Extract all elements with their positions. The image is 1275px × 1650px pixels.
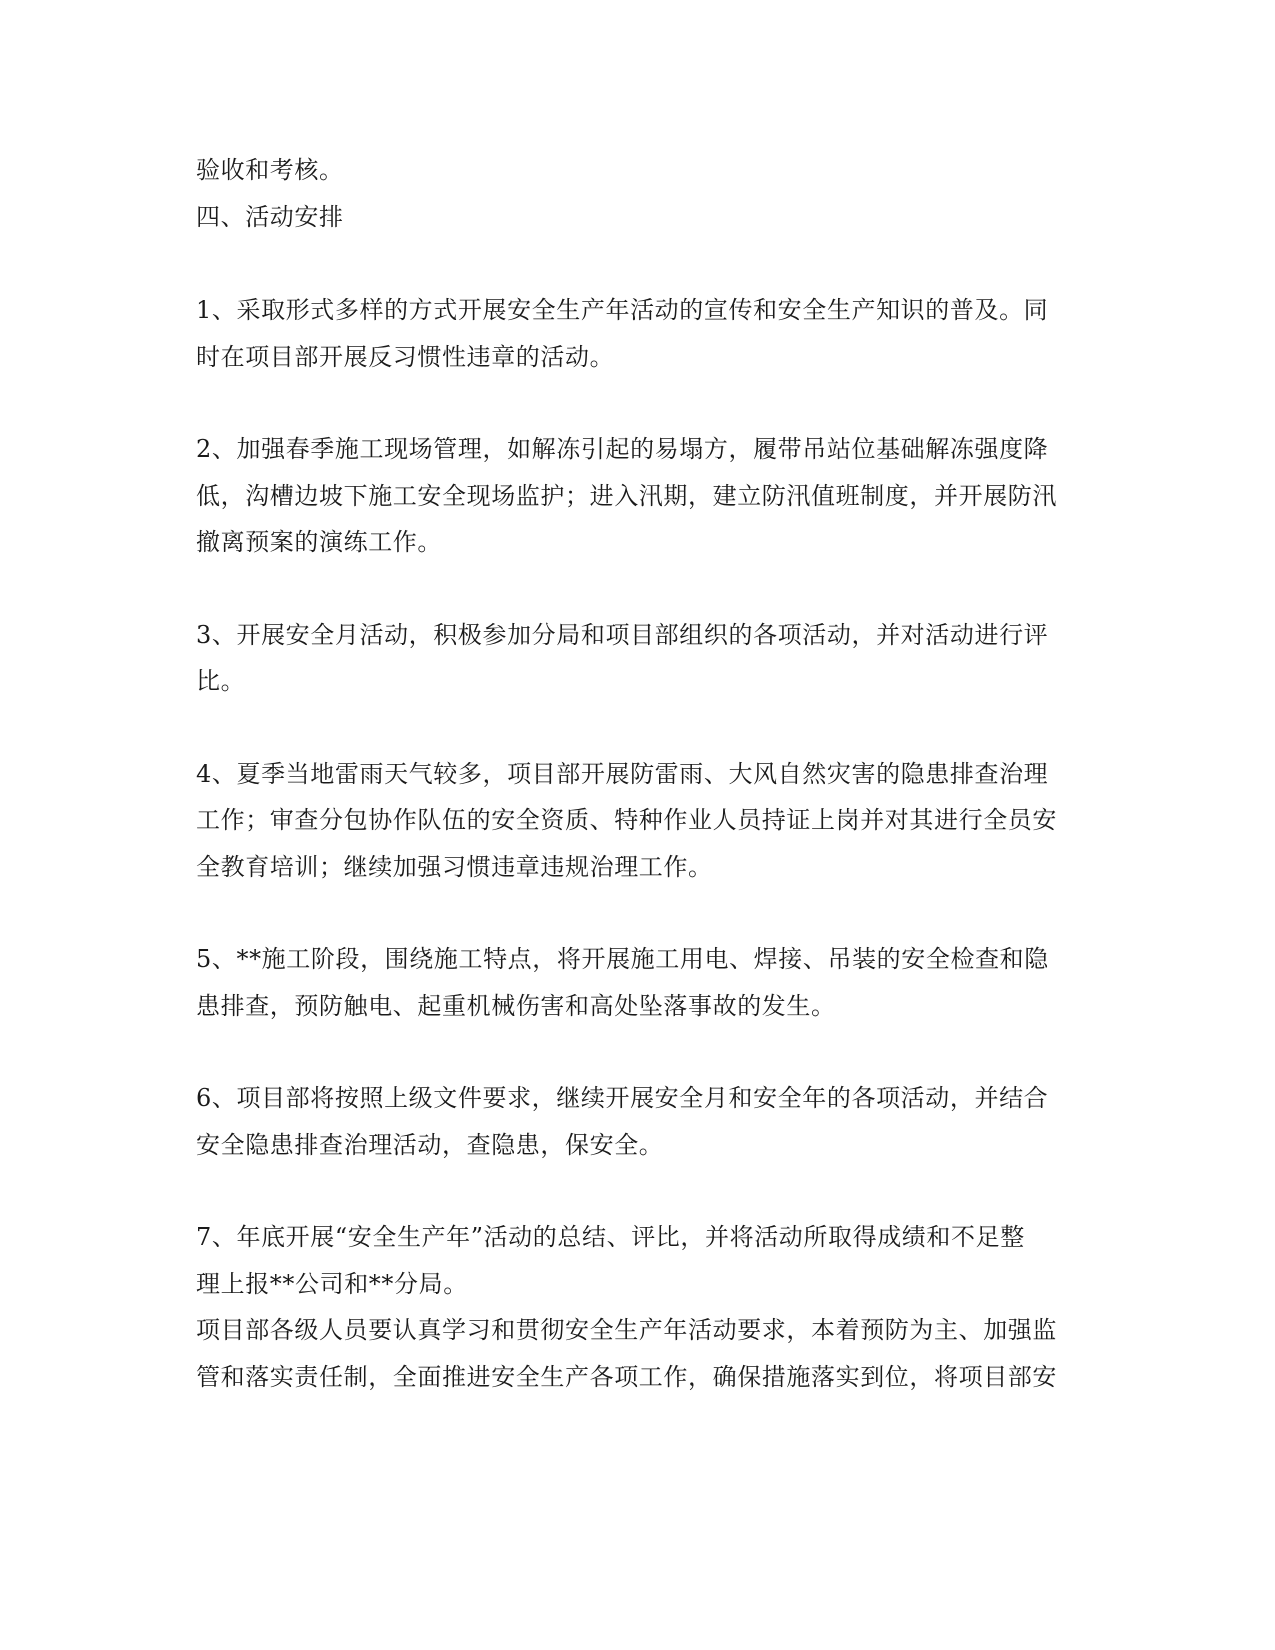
text-line: 4、夏季当地雷雨天气较多，项目部开展防雷雨、大风自然灾害的隐患排查治理 xyxy=(196,760,1049,788)
text-line: 验收和考核。 xyxy=(196,156,344,184)
text-line: 撤离预案的演练工作。 xyxy=(196,528,442,556)
text-line: 5、**施工阶段，围绕施工特点，将开展施工用电、焊接、吊装的安全检查和隐 xyxy=(196,945,1049,973)
text-line: 项目部各级人员要认真学习和贯彻安全生产年活动要求，本着预防为主、加强监 xyxy=(196,1316,1057,1344)
text-line: 比。 xyxy=(196,667,246,695)
text-line: 全教育培训；继续加强习惯违章违规治理工作。 xyxy=(196,853,713,881)
text-line: 6、项目部将按照上级文件要求，继续开展安全月和安全年的各项活动，并结合 xyxy=(196,1084,1049,1112)
text-line: 安全隐患排查治理活动，查隐患，保安全。 xyxy=(196,1131,664,1159)
section-heading: 四、活动安排 xyxy=(196,203,344,231)
text-line: 2、加强春季施工现场管理，如解冻引起的易塌方，履带吊站位基础解冻强度降 xyxy=(196,435,1049,463)
text-line: 低，沟槽边坡下施工安全现场监护；进入汛期，建立防汛值班制度，并开展防汛 xyxy=(196,482,1057,510)
text-line: 7、年底开展“安全生产年”活动的总结、评比，并将活动所取得成绩和不足整 xyxy=(196,1223,1025,1251)
text-line: 患排查，预防触电、起重机械伤害和高处坠落事故的发生。 xyxy=(196,992,836,1020)
text-line: 时在项目部开展反习惯性违章的活动。 xyxy=(196,343,615,371)
text-line: 管和落实责任制，全面推进安全生产各项工作，确保措施落实到位，将项目部安 xyxy=(196,1363,1057,1391)
text-line: 理上报**公司和**分局。 xyxy=(196,1270,468,1298)
text-line: 3、开展安全月活动，积极参加分局和项目部组织的各项活动，并对活动进行评 xyxy=(196,621,1049,649)
text-line: 1、采取形式多样的方式开展安全生产年活动的宣传和安全生产知识的普及。同 xyxy=(196,296,1049,324)
text-line: 工作；审查分包协作队伍的安全资质、特种作业人员持证上岗并对其进行全员安 xyxy=(196,806,1057,834)
